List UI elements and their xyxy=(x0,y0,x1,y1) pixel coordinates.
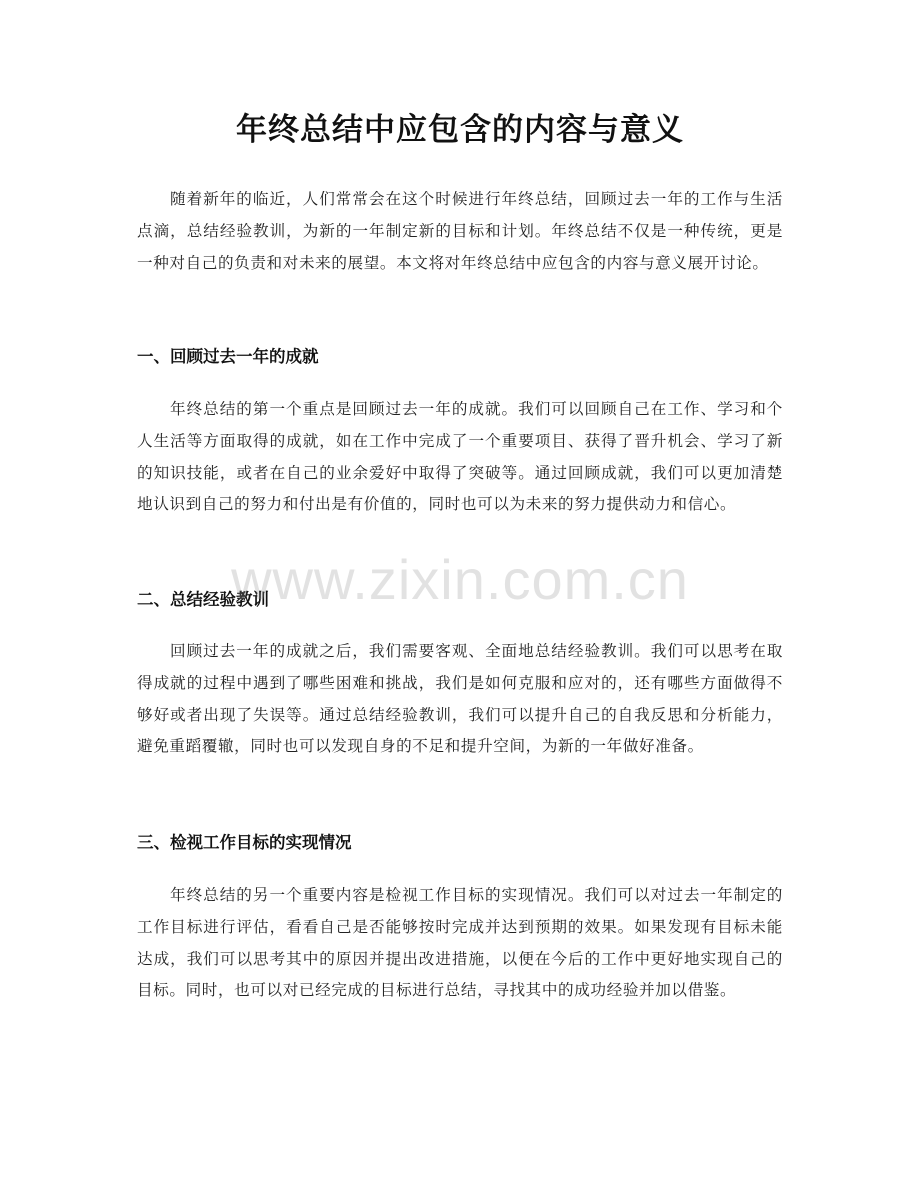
page-title: 年终总结中应包含的内容与意义 xyxy=(236,112,684,148)
section-heading-3: 三、检视工作目标的实现情况 xyxy=(137,833,352,852)
intro-paragraph: 随着新年的临近，人们常常会在这个时候进行年终总结，回顾过去一年的工作与生活点滴，总结经验教训，为新的一年制定新的目标和计划。年终总结不仅是一种传统，更是一种对自己的负责和对未来的展望。本文将对年终总结中应包含的内容与意义展开讨论。 xyxy=(137,190,783,272)
section-heading-1: 一、回顾过去一年的成就 xyxy=(137,347,319,366)
section-body-1: 年终总结的第一个重点是回顾过去一年的成就。我们可以回顾自己在工作、学习和个人生活等方面取得的成就，如在工作中完成了一个重要项目、获得了晋升机会、学习了新的知识技能，或者在自己的业余爱好中取得了突破等。通过回顾成就，我们可以更加清楚地认识到自己的努力和付出是有价值的，同时也可以为未来的努力提供动力和信心。 xyxy=(137,400,783,514)
section-heading-2: 二、总结经验教训 xyxy=(137,590,269,609)
section-body-2: 回顾过去一年的成就之后，我们需要客观、全面地总结经验教训。我们可以思考在取得成就的过程中遇到了哪些困难和挑战，我们是如何克服和应对的，还有哪些方面做得不够好或者出现了失误等。通过总结经验教训，我们可以提升自己的自我反思和分析能力，避免重蹈覆辙，同时也可以发现自身的不足和提升空间，为新的一年做好准备。 xyxy=(137,642,783,756)
watermark: www.zixin.com.cn xyxy=(231,548,689,611)
section-body-3: 年终总结的另一个重要内容是检视工作目标的实现情况。我们可以对过去一年制定的工作目标进行评估，看看自己是否能够按时完成并达到预期的效果。如果发现有目标未能达成，我们可以思考其中的原因并提出改进措施，以便在今后的工作中更好地实现自己的目标。同时，也可以对已经完成的目标进行总结，寻找其中的成功经验并加以借鉴。 xyxy=(137,886,783,1000)
